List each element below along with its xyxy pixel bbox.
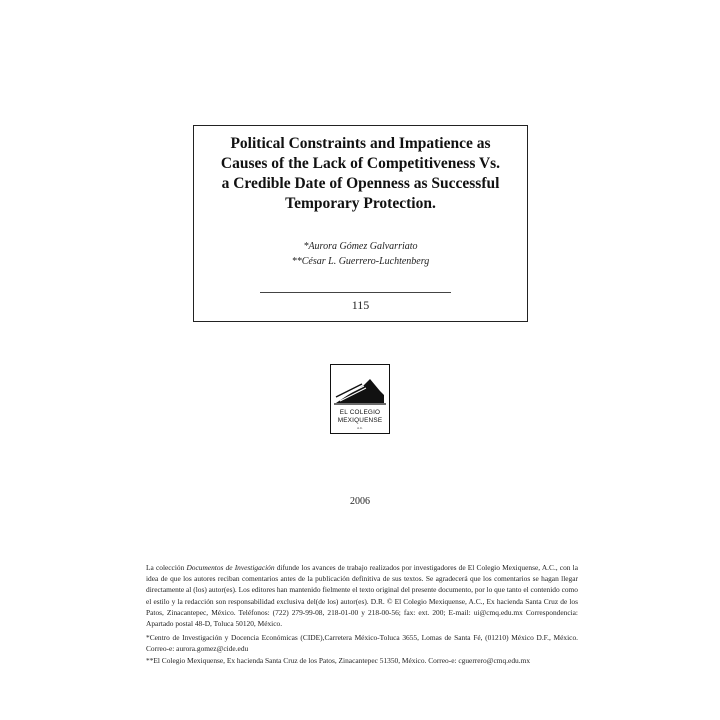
mountain-icon	[334, 373, 386, 407]
collection-name: Documentos de Investigación	[186, 563, 275, 572]
author-2: **César L. Guerrero-Luchtenberg	[291, 256, 430, 267]
divider-rule	[260, 292, 451, 293]
footnote-2: **El Colegio Mexiquense, Ex hacienda Santa Cruz de los Patos, Zinacantepec 51350, México. Correo-e: cguerrero@cmq.edu.mx	[146, 655, 531, 665]
footer-notes	[146, 562, 578, 666]
publication-year: 2006	[350, 496, 370, 507]
collection-paragraph	[146, 562, 578, 629]
title-line: a Credible Date of Openness as Successful	[221, 175, 500, 192]
author-1: *Aurora Gómez Galvarriato	[303, 241, 418, 252]
title-line: Temporary Protection.	[285, 195, 436, 212]
colegio-mexiquense-logo	[330, 364, 390, 434]
title-line: Causes of the Lack of Competitiveness Vs.	[220, 155, 501, 172]
document-number: 115	[351, 298, 370, 312]
logo-text-line2: MEXIQUENSE	[337, 417, 383, 424]
collection-prefix: La colección	[146, 563, 187, 572]
collection-text: difunde los avances de trabajo realizados por investigadores de El Colegio Mexiquense, A.C., con la idea de que los autores reciban comentarios antes de la publicación definitiva de sus textos. Se agradecerá que los comentarios se hagan llegar directamente al (los) autor(es). Los editores han mantenido fielmente el texto original del presente documento, por lo que tanto el contenido como el estilo y la redacción son responsabilidad exclusiva del(de los) autor(es). D.R. © El Colegio Mexiquense, A.C., Ex hacienda Santa Cruz de los Patos, Zinacantepec, México. Teléfonos: (722) 279-99-08, 218-01-00 y 218-00-56; fax: ext. 200; E-mail: ui@cmq.edu.mx Correspondencia: Apartado postal 48-D, Toluca 50120, México.	[146, 563, 578, 629]
footnote-1: *Centro de Investigación y Docencia Económicas (CIDE),Carretera México-Toluca 3655, Lomas de Santa Fé, (01210) México D.F., México. Correo-e: aurora.gomez@cide.edu	[146, 633, 578, 654]
logo-subtext: A.C.	[357, 426, 363, 430]
authors	[194, 239, 527, 269]
document-title	[194, 134, 527, 214]
title-box	[193, 125, 528, 322]
title-line: Political Constraints and Impatience as	[230, 135, 491, 152]
logo-text-line1: EL COLEGIO	[339, 409, 381, 416]
